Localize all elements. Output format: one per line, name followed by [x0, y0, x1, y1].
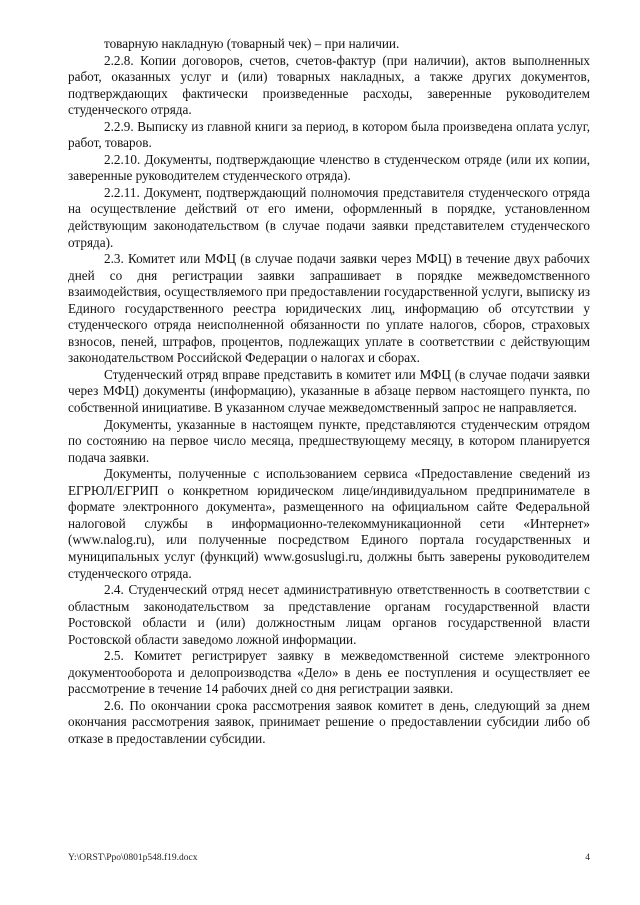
- paragraph-2-3-initiative: Студенческий отряд вправе представить в комитет или МФЦ (в случае подачи заявки через МФЦ) документы (информацию), указанные в абзаце первом настоящего пункта, по собственной инициативе. В указанном случае межведомственный запрос не направляется.: [68, 366, 590, 416]
- paragraph-continuation: товарную накладную (товарный чек) – при наличии.: [104, 36, 400, 51]
- paragraph-2-4: 2.4. Студенческий отряд несет административную ответственность в соответствии с областным законодательством за представление органам государственной власти Ростовской области и (или) должностным лицам органов государственной власти Ростовской области заведомо ложной информации.: [68, 582, 590, 647]
- paragraph-2-6: 2.6. По окончании срока рассмотрения заявок комитет в день, следующий за днем окончания рассмотрения заявок, принимает решение о предоставлении субсидии либо об отказе в предоставлении субсидии.: [68, 697, 590, 746]
- paragraph-2-3-documents-date: Документы, указанные в настоящем пункте, представляются студенческим отрядом по состоянию на первое число месяца, предшествующему месяцу, в котором планируется подача заявки.: [68, 416, 590, 465]
- footer-file-path: Y:\ORST\Ppo\0801p548.f19.docx: [68, 853, 198, 863]
- document-body: [68, 36, 590, 748]
- paragraph-2-5: 2.5. Комитет регистрирует заявку в межведомственной системе электронного документооборота и делопроизводства «Дело» в день ее поступления и осуществляет ее рассмотрение в течение 14 рабочих дней со дня регистрации заявки.: [68, 648, 590, 697]
- paragraph-2-2-8: 2.2.8. Копии договоров, счетов, счетов-фактур (при наличии), актов выполненных работ, оказанных услуг и (или) товарных накладных, а также других документов, подтверждающих фактически произведенные расходы, заверенные руководителем студенческого отряда.: [68, 52, 590, 118]
- paragraph-2-3: 2.3. Комитет или МФЦ (в случае подачи заявки через МФЦ) в течение двух рабочих дней со дня регистрации заявки запрашивает в порядке межведомственного взаимодействия, осуществляемого при предоставлении государственной услуги, выписку из Единого государственного реестра юридических лиц, информацию об отсутствии у студенческого отряда неисполненной обязанности по уплате налогов, сборов, страховых взносов, пеней, штрафов, процентов, подлежащих уплате в соответствии с действующим законодательством Российской Федерации о налогах и сборах.: [68, 251, 590, 366]
- paragraph-2-2-10: 2.2.10. Документы, подтверждающие членство в студенческом отряде (или их копии, заверенные руководителем студенческого отряда).: [68, 151, 590, 184]
- paragraph-2-2-11: 2.2.11. Документ, подтверждающий полномочия представителя студенческого отряда на осуществление действий от его имени, оформленный в порядке, установленном действующим законодательством (в случае подачи заявки представителем студенческого отряда).: [68, 184, 590, 250]
- paragraph-2-3-egrul-service: Документы, полученные с использованием сервиса «Предоставление сведений из ЕГРЮЛ/ЕГРИП о конкретном юридическом лице/индивидуальном предпринимателе в формате электронного документа», размещенного на официальном сайте Федеральной налоговой службы в информационно-телекоммуникационной сети «Интернет» (www.nalog.ru), или полученные посредством Единого портала государственных и муниципальных услуг (функций) www.gosuslugi.ru, должны быть заверены руководителем студенческого отряда.: [68, 466, 590, 581]
- paragraph-2-2-9: 2.2.9. Выписку из главной книги за период, в котором была произведена оплата услуг, работ, товаров.: [68, 118, 590, 151]
- page-number: 4: [585, 853, 590, 863]
